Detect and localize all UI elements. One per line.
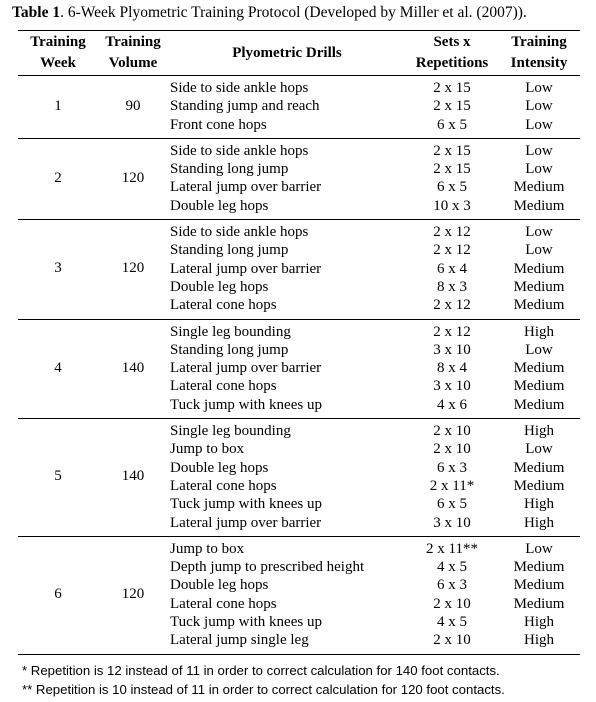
intensity-cell	[498, 536, 580, 654]
week-row	[18, 220, 580, 319]
intensity-value: Medium	[513, 360, 565, 377]
week-row	[18, 76, 580, 139]
drill-name: Lateral jump over barrier	[170, 260, 322, 277]
sets-repetitions-value: 2 x 15	[433, 80, 471, 96]
drill-name: Double leg hops	[170, 577, 269, 594]
drill-name: Side to side ankle hops	[170, 80, 309, 96]
drill-name: Lateral cone hops	[170, 477, 277, 494]
sets-repetitions-value: 8 x 3	[437, 278, 467, 295]
sets-repetitions-value: 4 x 5	[437, 614, 467, 631]
sets-cell	[406, 138, 498, 219]
drill-name: Jump to box	[170, 540, 245, 557]
week-number-cell: 6	[18, 536, 98, 654]
sets-cell	[406, 76, 498, 139]
sets-cell	[406, 220, 498, 319]
sets-repetitions-value: 2 x 10	[433, 595, 471, 612]
header-volume-line-2: Volume	[108, 55, 158, 71]
intensity-value: Medium	[513, 459, 565, 476]
week-number-cell: 2	[18, 138, 98, 219]
header-plyometric-drills	[168, 31, 406, 76]
drill-name: Lateral jump over barrier	[170, 179, 322, 196]
sets-repetitions-value: 6 x 3	[437, 577, 467, 594]
training-volume-cell: 90	[98, 76, 168, 139]
sets-repetitions-value: 6 x 5	[437, 179, 467, 196]
intensity-value: Medium	[513, 297, 565, 314]
intensity-value: High	[524, 323, 554, 340]
intensity-value: Medium	[513, 577, 565, 594]
header-training-volume	[98, 31, 168, 76]
intensity-value: High	[524, 496, 554, 513]
sets-repetitions-value: 6 x 5	[437, 116, 467, 133]
caption-text: . 6-Week Plyometric Training Protocol (Developed by Miller et al. (2007)).	[60, 4, 527, 21]
drill-name: Tuck jump with knees up	[170, 614, 322, 631]
drill-name: Single leg bounding	[170, 323, 291, 340]
sets-repetitions-value: 3 x 10	[433, 378, 471, 395]
intensity-value: Low	[525, 224, 553, 241]
intensity-value: Low	[525, 116, 553, 133]
drills-cell	[168, 536, 406, 654]
footnote-double-asterisk: ** Repetition is 10 instead of 11 in order to correct calculation for 120 foot contacts.	[22, 682, 505, 697]
drill-name: Double leg hops	[170, 197, 269, 214]
header-sets-line-2: Repetitions	[415, 55, 489, 71]
intensity-value: High	[524, 614, 554, 631]
week-row	[18, 138, 580, 219]
intensity-value: Low	[525, 161, 553, 178]
sets-repetitions-value: 2 x 15	[433, 161, 471, 178]
drill-name: Double leg hops	[170, 278, 269, 295]
drills-cell	[168, 220, 406, 319]
training-volume-cell: 140	[98, 319, 168, 418]
intensity-cell	[498, 220, 580, 319]
header-drills-line-1: Plyometric Drills	[232, 44, 342, 61]
drill-name: Standing long jump	[170, 242, 289, 259]
sets-repetitions-value: 2 x 12	[433, 224, 471, 241]
training-volume-cell: 120	[98, 138, 168, 219]
drill-name: Double leg hops	[170, 459, 269, 476]
header-intensity-line-1: Training	[511, 34, 567, 50]
sets-repetitions-value: 8 x 4	[437, 360, 467, 377]
week-number-cell: 3	[18, 220, 98, 319]
drill-name: Depth jump to prescribed height	[170, 559, 365, 576]
drill-name: Single leg bounding	[170, 423, 291, 440]
drill-name: Lateral jump over barrier	[170, 360, 322, 377]
sets-repetitions-value: 3 x 10	[433, 341, 471, 358]
week-number-cell: 5	[18, 419, 98, 537]
drill-name: Front cone hops	[170, 116, 267, 133]
intensity-value: Low	[525, 242, 553, 259]
intensity-value: Medium	[513, 197, 565, 214]
drill-name: Standing jump and reach	[170, 98, 320, 115]
intensity-value: Low	[525, 98, 553, 115]
caption-label: Table 1	[12, 4, 61, 21]
intensity-value: Medium	[513, 595, 565, 612]
header-sets-line-1: Sets x	[433, 34, 471, 50]
drill-name: Side to side ankle hops	[170, 142, 309, 159]
drill-name: Lateral cone hops	[170, 595, 277, 612]
sets-cell	[406, 319, 498, 418]
header-sets-repetitions	[406, 31, 498, 76]
header-intensity-line-2: Intensity	[510, 55, 568, 71]
training-volume-cell: 120	[98, 220, 168, 319]
training-table-container	[18, 30, 580, 655]
intensity-value: Medium	[513, 559, 565, 576]
sets-repetitions-value: 2 x 10	[433, 441, 471, 458]
intensity-cell	[498, 319, 580, 418]
week-row	[18, 419, 580, 537]
drill-name: Side to side ankle hops	[170, 224, 309, 241]
intensity-value: Low	[525, 540, 553, 557]
sets-repetitions-value: 2 x 12	[433, 323, 471, 340]
intensity-value: Medium	[513, 260, 565, 277]
drills-cell	[168, 138, 406, 219]
intensity-value: Medium	[513, 278, 565, 295]
sets-repetitions-value: 2 x 10	[433, 632, 471, 649]
footnote-single-asterisk: * Repetition is 12 instead of 11 in order to correct calculation for 140 foot contacts.	[22, 663, 500, 678]
drill-name: Tuck jump with knees up	[170, 496, 322, 513]
header-week-line-2: Week	[40, 55, 76, 71]
drill-name: Lateral jump over barrier	[170, 514, 322, 531]
drill-name: Standing long jump	[170, 161, 289, 178]
week-number-cell: 4	[18, 319, 98, 418]
drill-name: Jump to box	[170, 441, 245, 458]
sets-repetitions-value: 2 x 15	[433, 142, 471, 159]
table-header-row	[18, 31, 580, 76]
intensity-value: Low	[525, 341, 553, 358]
sets-repetitions-value: 3 x 10	[433, 514, 471, 531]
intensity-cell	[498, 138, 580, 219]
footnotes	[22, 661, 505, 699]
drill-name: Lateral cone hops	[170, 297, 277, 314]
plyometric-training-table	[18, 30, 580, 655]
drills-cell	[168, 76, 406, 139]
sets-cell	[406, 536, 498, 654]
sets-repetitions-value: 10 x 3	[433, 197, 471, 214]
header-training-week	[18, 31, 98, 76]
sets-repetitions-value: 2 x 12	[433, 242, 471, 259]
intensity-cell	[498, 419, 580, 537]
drill-name: Lateral jump single leg	[170, 632, 309, 649]
intensity-value: High	[524, 423, 554, 440]
table-body	[18, 76, 580, 655]
drill-name: Standing long jump	[170, 341, 289, 358]
training-volume-cell: 120	[98, 536, 168, 654]
week-row	[18, 319, 580, 418]
drill-name: Lateral cone hops	[170, 378, 277, 395]
intensity-value: Low	[525, 80, 553, 96]
header-volume-line-1: Training	[105, 34, 161, 50]
sets-repetitions-value: 2 x 11*	[429, 477, 475, 494]
intensity-cell	[498, 76, 580, 139]
sets-repetitions-value: 4 x 6	[437, 396, 467, 413]
week-number-cell: 1	[18, 76, 98, 139]
intensity-value: Medium	[513, 378, 565, 395]
intensity-value: High	[524, 514, 554, 531]
training-volume-cell: 140	[98, 419, 168, 537]
sets-repetitions-value: 4 x 5	[437, 559, 467, 576]
intensity-value: Medium	[513, 477, 565, 494]
sets-repetitions-value: 6 x 5	[437, 496, 467, 513]
sets-cell	[406, 419, 498, 537]
sets-repetitions-value: 2 x 15	[433, 98, 471, 115]
header-training-intensity	[498, 31, 580, 76]
drill-name: Tuck jump with knees up	[170, 396, 322, 413]
week-row	[18, 536, 580, 654]
table-caption	[12, 3, 527, 23]
intensity-value: Medium	[513, 179, 565, 196]
drills-cell	[168, 419, 406, 537]
intensity-value: Low	[525, 142, 553, 159]
drills-cell	[168, 319, 406, 418]
header-week-line-1: Training	[30, 34, 86, 50]
sets-repetitions-value: 2 x 12	[433, 297, 471, 314]
sets-repetitions-value: 2 x 10	[433, 423, 471, 440]
sets-repetitions-value: 6 x 3	[437, 459, 467, 476]
intensity-value: Low	[525, 441, 553, 458]
sets-repetitions-value: 2 x 11**	[426, 540, 478, 557]
intensity-value: High	[524, 632, 554, 649]
sets-repetitions-value: 6 x 4	[437, 260, 467, 277]
intensity-value: Medium	[513, 396, 565, 413]
